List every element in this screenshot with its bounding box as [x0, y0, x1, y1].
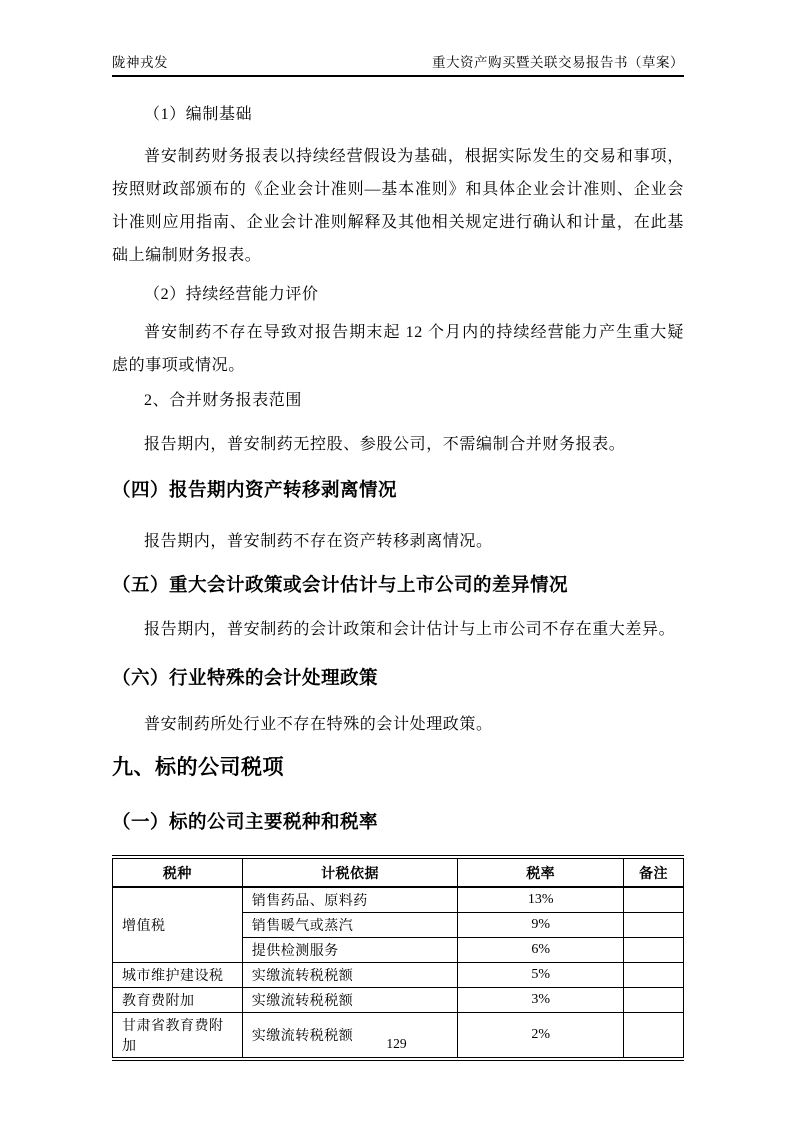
- sub-heading-1: （1）编制基础: [144, 106, 253, 123]
- cell-note: [624, 988, 684, 1013]
- running-header: [112, 55, 684, 77]
- col-header-tax-type: 税种: [113, 857, 243, 887]
- chapter-heading-taxes: 九、标的公司税项: [112, 756, 284, 779]
- cell-note: [624, 963, 684, 988]
- section-heading-6: （六）行业特殊的会计处理政策: [112, 667, 379, 688]
- paragraph: 报告期内，普安制药无控股、参股公司，不需编制合并财务报表。: [144, 436, 626, 453]
- cell-tax-basis: 提供检测服务: [242, 938, 458, 963]
- cell-tax-rate: 3%: [458, 988, 624, 1013]
- cell-tax-type: 甘肃省教育费附加: [113, 1013, 243, 1060]
- paragraph: 报告期内，普安制药不存在资产转移剥离情况。: [144, 533, 493, 550]
- cell-tax-basis: 销售药品、原料药: [242, 887, 458, 913]
- header-company-name: 陇神戎发: [112, 55, 168, 70]
- cell-tax-rate: 13%: [458, 887, 624, 913]
- page-number: 129: [386, 1036, 407, 1051]
- page-content: [112, 0, 684, 1061]
- section-heading-main-taxes: （一）标的公司主要税种和税率: [112, 811, 379, 832]
- table-row: [113, 988, 684, 1013]
- cell-tax-basis: 实缴流转税税额: [242, 1013, 458, 1060]
- cell-note: [624, 887, 684, 913]
- table-row: [113, 963, 684, 988]
- cell-tax-type-vat: 增值税: [113, 887, 243, 963]
- paragraph: 普安制药不存在导致对报告期末起 12 个月内的持续经营能力产生重大疑虑的事项或情况。: [112, 324, 684, 374]
- sub-heading-consolidation-scope: 2、合并财务报表范围: [144, 392, 303, 409]
- section-heading-4: （四）报告期内资产转移剥离情况: [112, 479, 398, 500]
- tax-rate-table: [112, 855, 684, 1061]
- table-header-row: [113, 857, 684, 887]
- col-header-note: 备注: [624, 857, 684, 887]
- sub-heading-2: （2）持续经营能力评价: [144, 286, 319, 303]
- cell-tax-basis: 实缴流转税税额: [242, 988, 458, 1013]
- table-row: [113, 887, 684, 913]
- cell-tax-rate: 2%: [458, 1013, 624, 1060]
- col-header-tax-rate: 税率: [458, 857, 624, 887]
- cell-tax-type: 教育费附加: [113, 988, 243, 1013]
- cell-tax-basis: 销售暖气或蒸汽: [242, 913, 458, 938]
- section-heading-5: （五）重大会计政策或会计估计与上市公司的差异情况: [112, 574, 569, 595]
- paragraph: 普安制药所处行业不存在特殊的会计处理政策。: [144, 716, 493, 733]
- col-header-tax-basis: 计税依据: [242, 857, 458, 887]
- cell-tax-rate: 5%: [458, 963, 624, 988]
- cell-tax-type: 城市维护建设税: [113, 963, 243, 988]
- header-report-title: 重大资产购买暨关联交易报告书（草案）: [432, 55, 684, 70]
- cell-tax-basis: 实缴流转税税额: [242, 963, 458, 988]
- cell-note: [624, 913, 684, 938]
- cell-tax-rate: 6%: [458, 938, 624, 963]
- paragraph: 普安制药财务报表以持续经营假设为基础，根据实际发生的交易和事项，按照财政部颁布的《企业会计准则—基本准则》和具体企业会计准则、企业会计准则应用指南、企业会计准则解释及其他相关规定进行确认和计量，在此基础上编制财务报表。: [112, 148, 684, 264]
- paragraph: 报告期内，普安制药的会计政策和会计估计与上市公司不存在重大差异。: [144, 621, 676, 638]
- cell-note: [624, 938, 684, 963]
- cell-tax-rate: 9%: [458, 913, 624, 938]
